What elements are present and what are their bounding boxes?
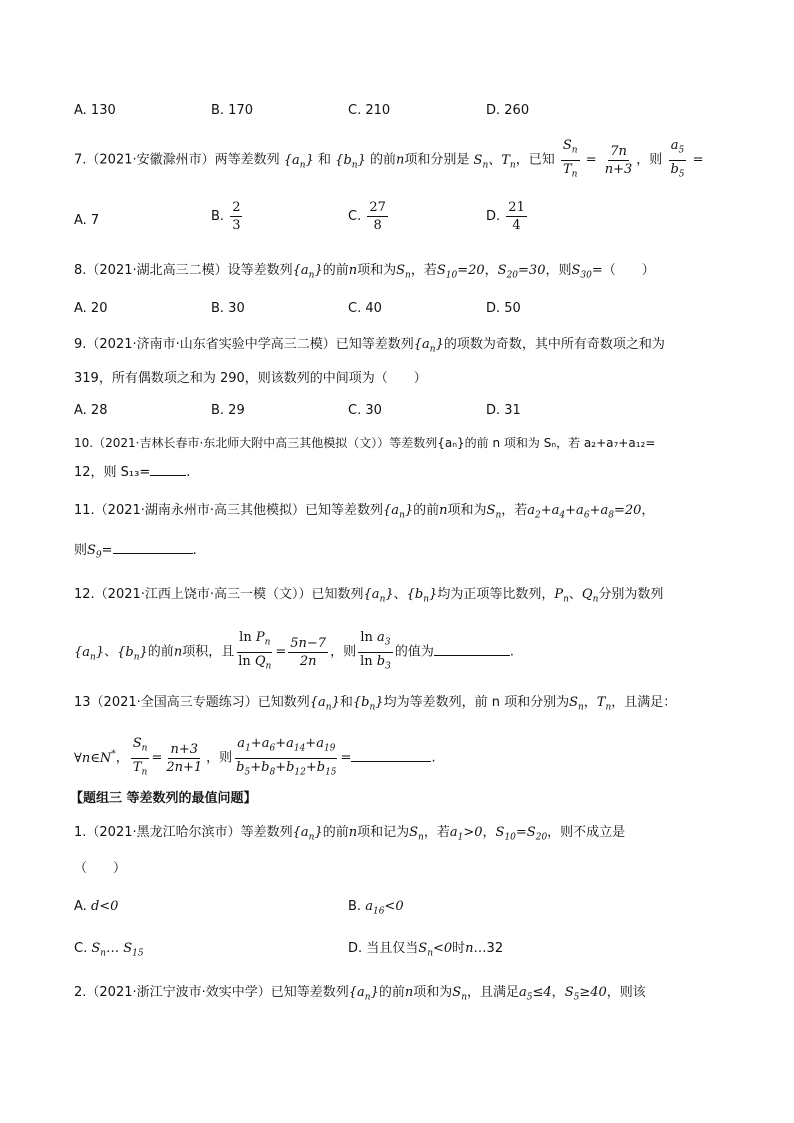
q11-stem-line2: 则$S_9=$ . <box>74 543 197 561</box>
q6-option-d: D. 260 <box>486 103 530 118</box>
s2-stem-line1: 2.（2021·浙江宁波市·效实中学）已知等差数列$\{a_n\}$的前n项和为$S_n$，且满足$a_5\le 4$，$S_5\ge 40$，则该 <box>74 985 646 1003</box>
q9-stem-line2: 319，所有偶数项之和为 290，则该数列的中间项为（ ） <box>74 371 427 386</box>
q6-option-a: A. 130 <box>74 103 116 118</box>
q8-option-c: C. 40 <box>348 301 382 316</box>
q9-option-a: A. 28 <box>74 403 108 418</box>
q7-mid5: ，则 <box>636 152 663 168</box>
q11-stem-line1: 11.（2021·湖南永州市·高三其他模拟）已知等差数列$\{a_n\}$的前n项和为$S_n$，若$a_2+a_4+a_6+a_8=20$， <box>74 503 655 521</box>
s1-stem-line1: 1.（2021·黑龙江哈尔滨市）等差数列$\{a_n\}$的前n项和记为$S_n$，若$a_1>0$，$S_{10}=S_{20}$，则不成立是 <box>74 825 626 843</box>
q9-stem-line1: 9.（2021·济南市·山东省实验中学高三二模）已知等差数列$\{a_n\}$的项数为奇数，其中所有奇数项之和为 <box>74 337 665 355</box>
answer-blank[interactable] <box>150 475 186 476</box>
frac-7n: $\frac{7n}{n+3}$ <box>604 143 633 177</box>
q13-stem-line2: ∀n∈N*， $\frac{S_n}{T_n}$ = $\frac{n+3}{2n+1}$ ，则 $\frac{a_1+a_6+a_{14}+a_{19}}{b_5+b_8+b_{12}+b_{15}}$ = . <box>74 736 436 778</box>
q7-option-c: C. $\frac{27}{8}$ <box>348 200 386 233</box>
q13-stem-line1: 13（2021·全国高三专题练习）已知数列$\{a_n\}$和$\{b_n\}$均为等差数列，前 n 项和分别为$S_n$，$T_n$，且满足： <box>74 695 677 713</box>
var-n: n <box>396 152 405 168</box>
q7-option-d: D. $\frac{21}{4}$ <box>486 200 525 233</box>
answer-blank[interactable] <box>351 761 431 762</box>
q7-option-a: A. 7 <box>74 213 100 228</box>
q7-mid1: 和 <box>318 152 332 168</box>
section-heading: 【题组三 等差数列的最值问题】 <box>70 791 257 806</box>
s1-stem-line2: （ ） <box>74 861 127 876</box>
q6-option-b: B. 170 <box>211 103 253 118</box>
s1-option-c: C. $S_n\dots$ $S_{15}$ <box>74 941 144 959</box>
s1-option-d: D. 当且仅当$S_n<0$时n…32 <box>348 941 504 959</box>
q10-stem-line2: 12，则 S₁₃= . <box>74 465 191 480</box>
q12-stem-line1: 12.（2021·江西上饶市·高三一模（文））已知数列$\{a_n\}$、$\{b_n\}$均为正项等比数列，$P_n$、$Q_n$分别为数列 <box>74 587 664 605</box>
q9-option-d: D. 31 <box>486 403 521 418</box>
q7-mid3: 项和分别是 <box>404 152 470 168</box>
answer-blank[interactable] <box>434 655 510 656</box>
seq-a: $\{a_n\}$ <box>283 152 314 171</box>
s1-option-a: A. d<0 <box>74 899 119 914</box>
q8-option-b: B. 30 <box>211 301 245 316</box>
sum-s-t: $S_n$、$T_n$ <box>473 152 516 171</box>
frac-sn-tn: $\frac{S_n}{T_n}$ <box>562 138 578 180</box>
s1-option-b: B. $a_{16}<0$ <box>348 899 404 917</box>
q8-option-d: D. 50 <box>486 301 521 316</box>
frac-a5-b5: $\frac{a_5}{b_5}$ <box>670 138 685 180</box>
seq-b: $\{b_n\}$ <box>335 152 366 171</box>
q7-option-b: B. $\frac{2}{3}$ <box>211 200 241 233</box>
q9-option-b: B. 29 <box>211 403 245 418</box>
answer-blank[interactable] <box>113 553 193 554</box>
q8-stem: 8.（2021·湖北高三二模）设等差数列$\{a_n\}$的前n项和为$S_n$，若$S_{10}=20$，$S_{20}=30$，则$S_{30}=$（ ） <box>74 263 655 281</box>
q8-option-a: A. 20 <box>74 301 108 316</box>
q12-stem-line2: $\{a_n\}$、$\{b_n\}$的前n项积，且 $\frac{\ln P_n}{\ln Q_n}$ = $\frac{5n-7}{2n}$ ，则 $\frac{\ln a_3}{\ln b_3}$ 的值为 . <box>74 630 514 672</box>
q7-prefix: 7.（2021·安徽滁州市）两等差数列 <box>74 152 280 168</box>
q10-stem-line1: 10.（2021·吉林长春市·东北师大附中高三其他模拟（文））等差数列{aₙ}的前 n 项和为 Sₙ，若 a₂+a₇+a₁₂= <box>74 436 656 450</box>
q7-mid4: ，已知 <box>515 152 555 168</box>
q9-option-c: C. 30 <box>348 403 382 418</box>
q6-option-c: C. 210 <box>348 103 391 118</box>
q7-stem: 7.（2021·安徽滁州市）两等差数列 $\{a_n\}$ 和 $\{b_n\}$ 的前n项和分别是 $S_n$、$T_n$，已知 $\frac{S_n}{T_n}$ = $\frac{7n}{n+3}$ ，则 $\frac{a_5}{b_5}$ = <box>74 138 704 182</box>
q7-mid2: 的前 <box>369 152 396 168</box>
